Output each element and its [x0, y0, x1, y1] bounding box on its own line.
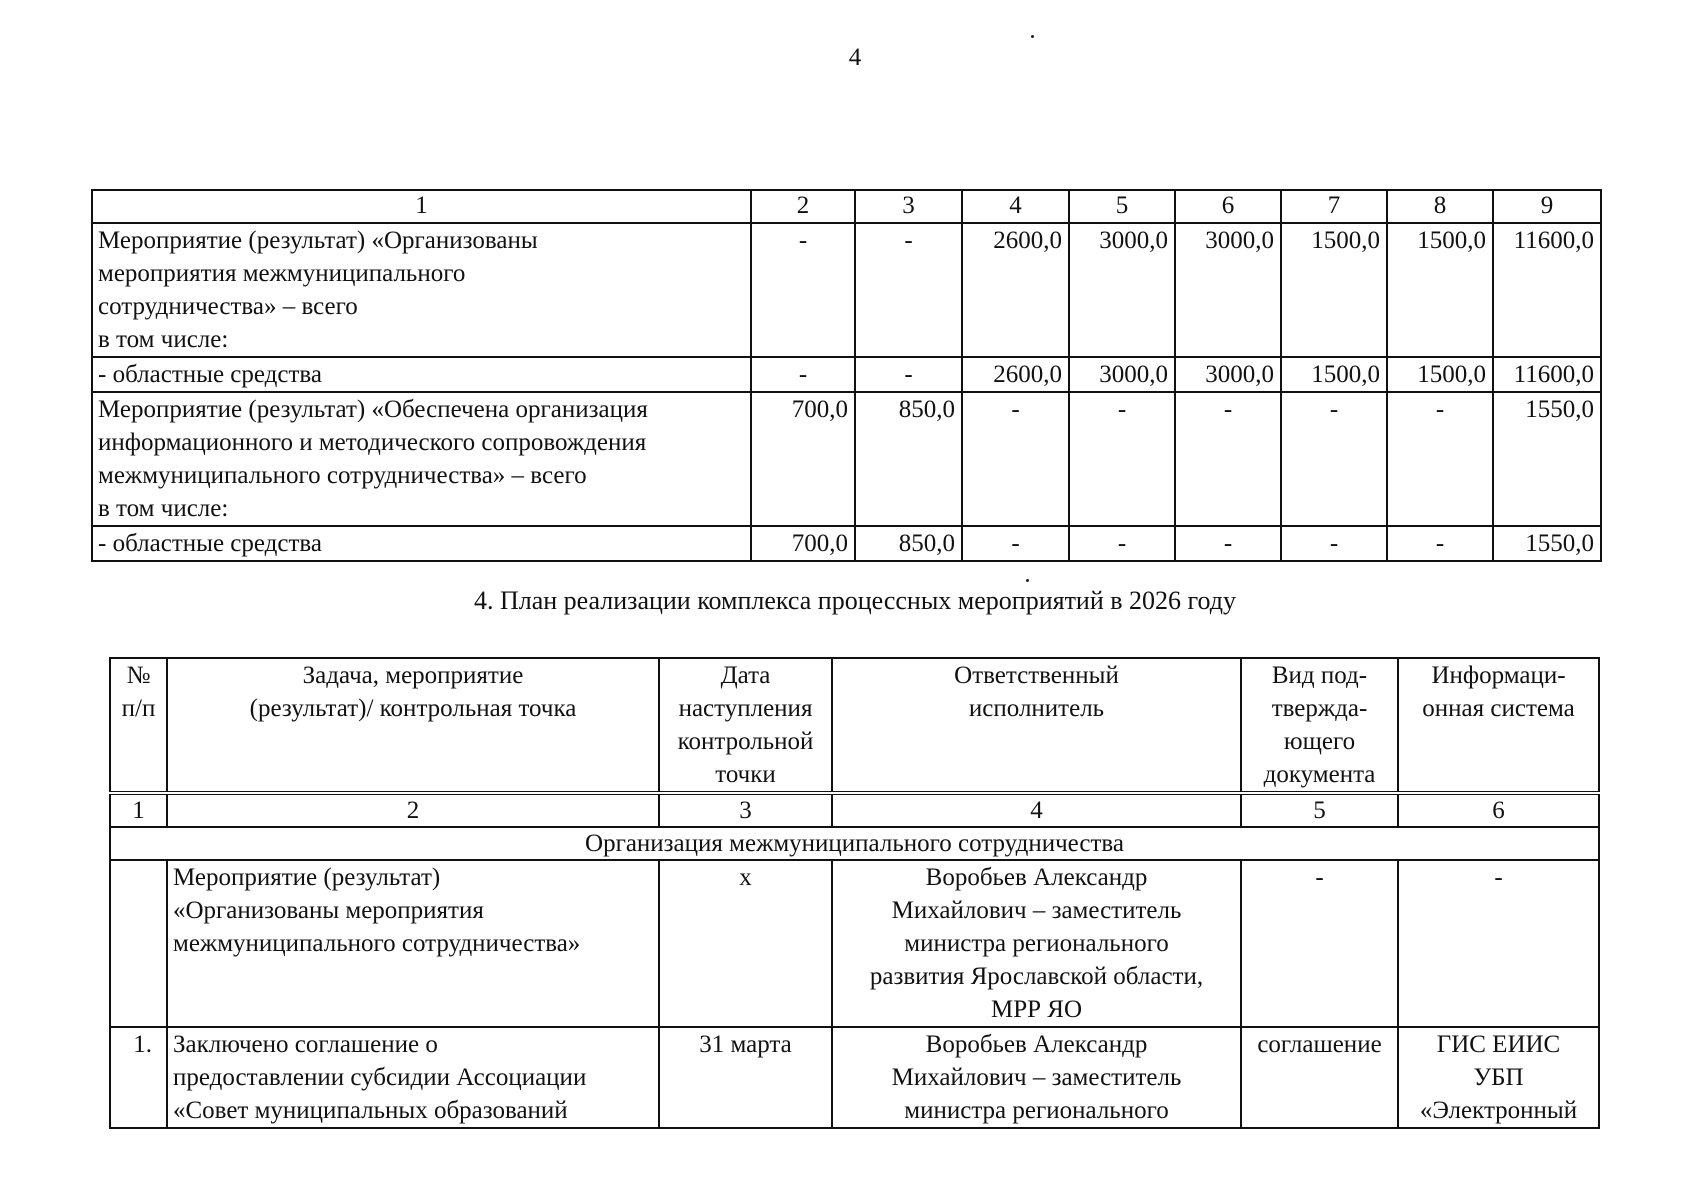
column-number-cell: 5	[1241, 793, 1398, 827]
column-number-cell: 2	[167, 793, 659, 827]
budget-value-cell: 1550,0	[1493, 526, 1601, 561]
header-line: Задача, мероприятие	[302, 662, 524, 689]
budget-value-cell: 1500,0	[1281, 357, 1387, 392]
plan-header-row	[110, 658, 1599, 793]
header-line: Информаци-	[1431, 662, 1566, 689]
header-line: п/п	[121, 695, 156, 722]
label-line: - областные средства	[98, 361, 322, 388]
budget-value-cell: 1500,0	[1387, 357, 1493, 392]
budget-value-cell: -	[1387, 526, 1493, 561]
header-line: Дата	[720, 662, 771, 689]
budget-table	[91, 189, 1602, 562]
budget-header-cell: 2	[751, 190, 855, 223]
label-line: сотрудничества» – всего	[98, 293, 358, 320]
budget-value-cell: 700,0	[751, 392, 855, 526]
system-cell	[1398, 1027, 1599, 1128]
budget-header-cell: 6	[1175, 190, 1281, 223]
system-line: ГИС ЕИИС	[1436, 1031, 1561, 1058]
document-cell: -	[1241, 860, 1398, 1027]
date-cell: х	[659, 860, 832, 1027]
budget-body	[92, 223, 1601, 561]
task-line: «Совет муниципальных образований	[173, 1097, 568, 1124]
budget-value-cell: 11600,0	[1493, 223, 1601, 357]
column-number-cell: 3	[659, 793, 832, 827]
responsible-line: Михайлович – заместитель	[891, 897, 1182, 924]
header-line: Вид под-	[1271, 662, 1368, 689]
header-line: исполнитель	[968, 695, 1105, 722]
budget-value-cell: 850,0	[855, 392, 962, 526]
budget-value-cell: 1500,0	[1387, 223, 1493, 357]
budget-value-cell: -	[855, 223, 962, 357]
budget-value-cell: -	[1175, 526, 1281, 561]
row-number	[110, 860, 167, 1027]
label-line: в том числе:	[98, 326, 229, 353]
budget-row-label	[92, 526, 751, 561]
section-title: 4. План реализации комплекса процессных мероприятий в 2026 году	[473, 586, 1237, 615]
budget-value-cell: 2600,0	[962, 357, 1069, 392]
budget-header-cell: 4	[962, 190, 1069, 223]
system-line: -	[1494, 864, 1503, 891]
label-line: Мероприятие (результат) «Организованы	[98, 227, 538, 254]
budget-header-cell: 8	[1387, 190, 1493, 223]
budget-value-cell: -	[962, 526, 1069, 561]
budget-row	[92, 526, 1601, 561]
scan-speck	[1026, 579, 1029, 582]
budget-value-cell: 3000,0	[1175, 223, 1281, 357]
budget-value-cell: 1550,0	[1493, 392, 1601, 526]
header-line: контрольной	[677, 728, 814, 755]
header-line: твержда-	[1271, 695, 1368, 722]
budget-value-cell: 2600,0	[962, 223, 1069, 357]
budget-value-cell: -	[1281, 392, 1387, 526]
budget-header-row	[92, 190, 1601, 223]
task-line: Мероприятие (результат)	[173, 864, 441, 891]
responsible-line: министра регионального	[904, 1097, 1169, 1124]
responsible-line: министра регионального	[904, 930, 1169, 957]
group-title: Организация межмуниципального сотрудничества	[110, 827, 1599, 860]
budget-row	[92, 392, 1601, 526]
budget-value-cell: 700,0	[751, 526, 855, 561]
budget-row	[92, 223, 1601, 357]
responsible-line: Воробьев Александр	[925, 864, 1148, 891]
label-line: межмуниципального сотрудничества» – всего	[98, 462, 587, 489]
label-line: в том числе:	[98, 495, 229, 522]
header-line: точки	[715, 761, 776, 788]
budget-row-label	[92, 357, 751, 392]
task-cell	[167, 860, 659, 1027]
column-number-cell: 1	[110, 793, 167, 827]
system-line: УБП	[1473, 1064, 1524, 1091]
budget-value-cell: -	[1281, 526, 1387, 561]
budget-value-cell: -	[751, 357, 855, 392]
page-number: 4	[848, 44, 862, 71]
plan-body	[110, 860, 1599, 1128]
budget-value-cell: 1500,0	[1281, 223, 1387, 357]
label-line: Мероприятие (результат) «Обеспечена организация	[98, 396, 648, 423]
budget-value-cell: -	[855, 357, 962, 392]
label-line: - областные средства	[98, 530, 322, 557]
header-line: (результат)/ контрольная точка	[249, 695, 577, 722]
date-cell: 31 марта	[659, 1027, 832, 1128]
label-line: мероприятия межмуниципального	[98, 260, 466, 287]
document-cell: соглашение	[1241, 1027, 1398, 1128]
plan-header-cell	[659, 658, 832, 793]
column-number-cell: 6	[1398, 793, 1599, 827]
header-line: Ответственный	[954, 662, 1119, 689]
budget-header-cell: 5	[1069, 190, 1175, 223]
task-line: Заключено соглашение о	[173, 1031, 438, 1058]
budget-header-cell: 9	[1493, 190, 1601, 223]
row-number: 1.	[110, 1027, 167, 1128]
budget-value-cell: 3000,0	[1069, 357, 1175, 392]
responsible-line: МРР ЯО	[990, 996, 1082, 1023]
budget-value-cell: -	[1387, 392, 1493, 526]
budget-header-cell: 3	[855, 190, 962, 223]
system-cell	[1398, 860, 1599, 1027]
budget-value-cell: -	[1175, 392, 1281, 526]
responsible-cell	[832, 1027, 1241, 1128]
task-line: предоставлении субсидии Ассоциации	[173, 1064, 587, 1091]
plan-header-cell	[110, 658, 167, 793]
task-line: «Организованы мероприятия	[173, 897, 484, 924]
plan-table	[109, 657, 1600, 1129]
plan-row	[110, 860, 1599, 1027]
budget-value-cell: -	[1069, 392, 1175, 526]
task-cell	[167, 1027, 659, 1128]
scan-speck	[1031, 35, 1034, 38]
budget-value-cell: -	[962, 392, 1069, 526]
budget-value-cell: -	[1069, 526, 1175, 561]
plan-header-cell	[1241, 658, 1398, 793]
plan-header-cell	[167, 658, 659, 793]
plan-header-cell	[1398, 658, 1599, 793]
header-line: онная система	[1422, 695, 1575, 722]
budget-row	[92, 357, 1601, 392]
plan-header-cell	[832, 658, 1241, 793]
budget-value-cell: 3000,0	[1069, 223, 1175, 357]
budget-header-cell: 7	[1281, 190, 1387, 223]
header-line: ющего	[1283, 728, 1356, 755]
budget-value-cell: -	[751, 223, 855, 357]
budget-header-cell: 1	[92, 190, 751, 223]
responsible-line: Воробьев Александр	[925, 1031, 1148, 1058]
budget-value-cell: 3000,0	[1175, 357, 1281, 392]
responsible-line: Михайлович – заместитель	[891, 1064, 1182, 1091]
responsible-cell	[832, 860, 1241, 1027]
label-line: информационного и методического сопровождения	[98, 429, 647, 456]
task-line: межмуниципального сотрудничества»	[173, 930, 581, 957]
header-line: документа	[1263, 761, 1376, 788]
budget-value-cell: 850,0	[855, 526, 962, 561]
header-line: наступления	[678, 695, 813, 722]
plan-group-row	[110, 827, 1599, 860]
responsible-line: развития Ярославской области,	[869, 963, 1204, 990]
budget-row-label	[92, 223, 751, 357]
budget-row-label	[92, 392, 751, 526]
column-number-cell: 4	[832, 793, 1241, 827]
plan-row	[110, 1027, 1599, 1128]
plan-column-numbers-row	[110, 793, 1599, 827]
budget-value-cell: 11600,0	[1493, 357, 1601, 392]
system-line: «Электронный	[1419, 1097, 1578, 1124]
header-line: №	[126, 662, 151, 689]
